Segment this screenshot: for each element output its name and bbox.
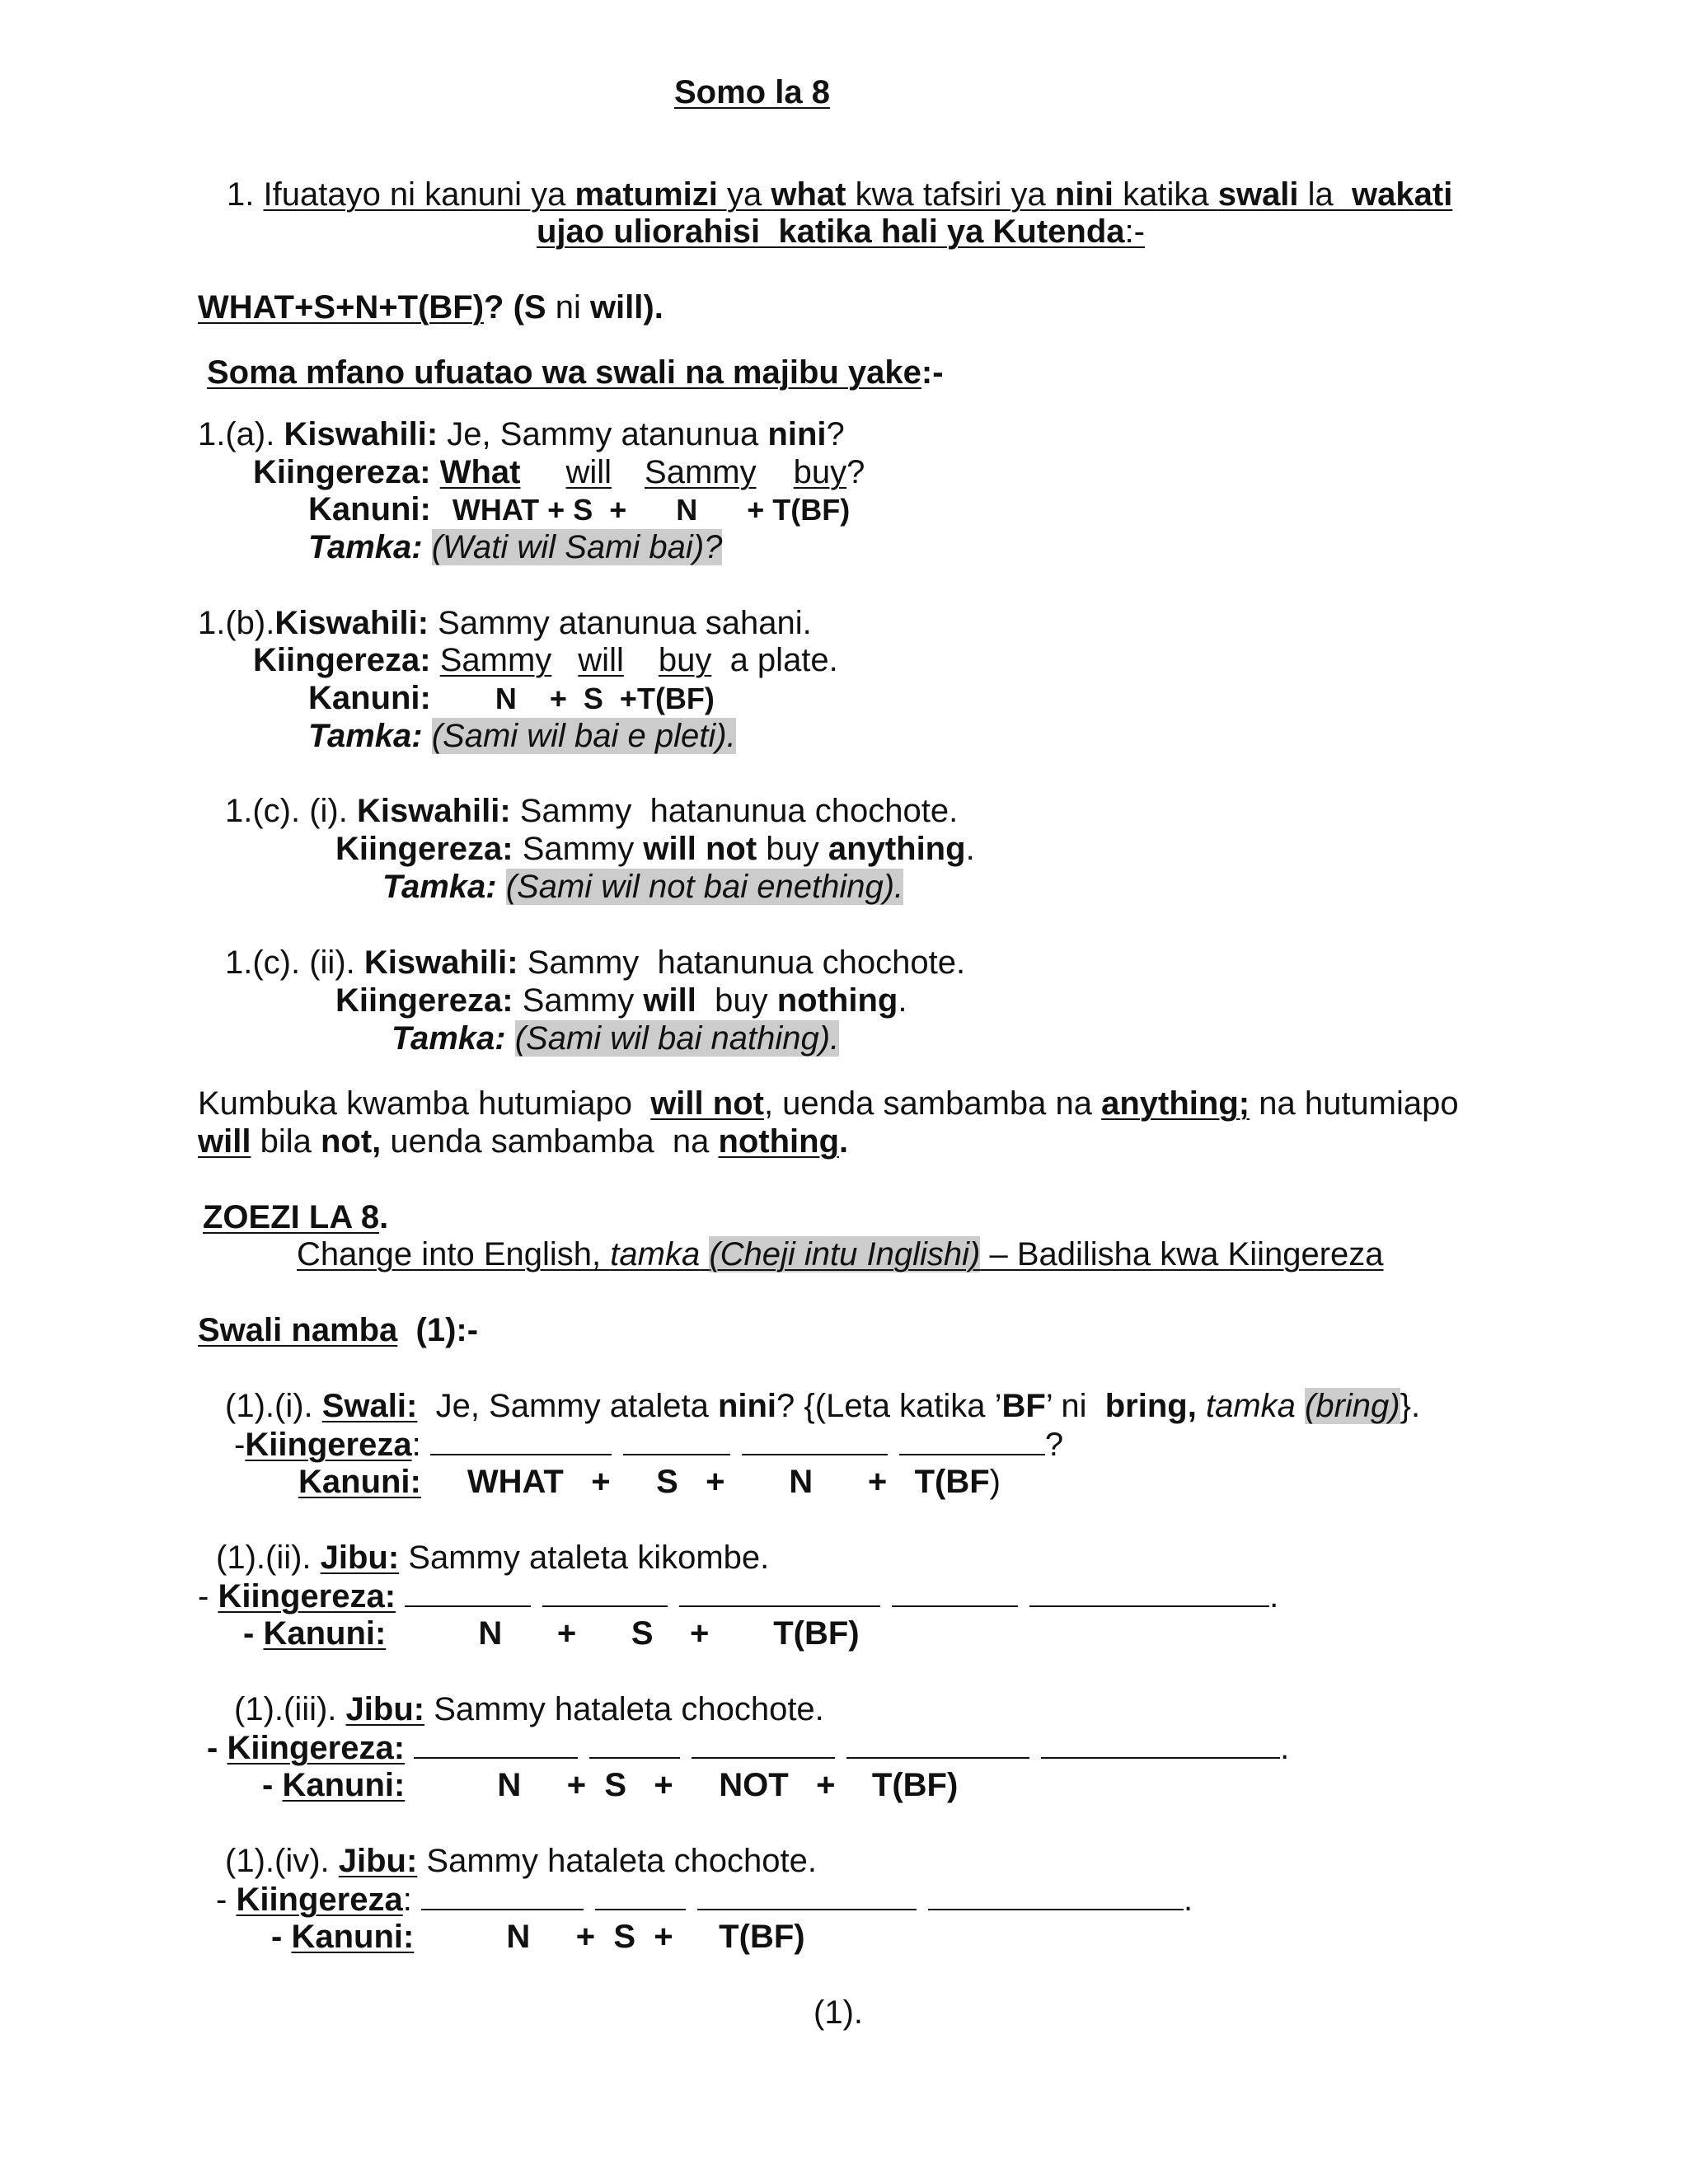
example-b-tamka: Tamka: (Sami wil bai e pleti).	[308, 718, 736, 754]
answer-blank[interactable]	[899, 1424, 1045, 1455]
zoezi-instruction: Change into English, tamka (Cheji intu Inglishi) – Badilisha kwa Kiingereza	[297, 1236, 1384, 1272]
example-c2-tamka: Tamka: (Sami wil bai nathing).	[392, 1020, 840, 1057]
example-c1-tamka: Tamka: (Sami wil not bai enething).	[382, 869, 904, 905]
answer-blank[interactable]	[542, 1576, 668, 1607]
answer-blank[interactable]	[892, 1576, 1018, 1607]
answer-blank[interactable]	[692, 1727, 835, 1759]
example-a-kanuni: Kanuni: WHAT + S + N + T(BF)	[308, 491, 851, 527]
rule-intro-line-1	[227, 175, 1452, 214]
question-1-iii: (1).(iii). Jibu: Sammy hataleta chochote.	[234, 1691, 824, 1727]
answer-blank[interactable]	[846, 1727, 1029, 1759]
question-1-ii-kanuni: - Kanuni: N + S + T(BF)	[243, 1615, 860, 1652]
answer-blank[interactable]	[1029, 1576, 1269, 1607]
answer-blank[interactable]	[430, 1424, 612, 1455]
example-a-kiswahili: 1.(a). Kiswahili: Je, Sammy atanunua nini?	[198, 416, 845, 452]
question-1-i: (1).(i). Swali: Je, Sammy ataleta nini? {(Leta katika ’BF’ ni bring, tamka (bring)}.	[225, 1388, 1421, 1424]
question-1-ii: (1).(ii). Jibu: Sammy ataleta kikombe.	[216, 1540, 770, 1576]
formula-line: WHAT+S+N+T(BF)? (S ni will).	[198, 289, 663, 326]
page-title: Somo la 8	[674, 74, 830, 110]
question-1-iv-kanuni: - Kanuni: N + S + T(BF)	[271, 1919, 805, 1955]
note-line-1: Kumbuka kwamba hutumiapo will not, uenda sambamba na anything; na hutumiapo	[198, 1085, 1459, 1122]
answer-blank[interactable]	[742, 1424, 888, 1455]
answer-blank[interactable]	[697, 1879, 917, 1910]
example-b-kiswahili: 1.(b).Kiswahili: Sammy atanunua sahani.	[198, 605, 812, 641]
question-1-i-kanuni: Kanuni: WHAT + S + N + T(BF)	[298, 1464, 1001, 1500]
page-number: (1).	[814, 1994, 863, 2031]
note-line-2: will bila not, uenda sambamba na nothing.	[198, 1123, 849, 1160]
example-a-tamka: Tamka: (Wati wil Sami bai)?	[308, 529, 723, 565]
list-number: 1.	[227, 176, 264, 213]
question-1-iii-kiingereza: - Kiingereza: .	[207, 1727, 1289, 1768]
example-c2-kiingereza: Kiingereza: Sammy will buy nothing.	[335, 982, 907, 1019]
question-1-iii-kanuni: - Kanuni: N + S + NOT + T(BF)	[262, 1767, 959, 1803]
example-c1-kiswahili: 1.(c). (i). Kiswahili: Sammy hatanunua chochote.	[225, 793, 959, 829]
soma-heading: Soma mfano ufuatao wa swali na majibu yake:-	[207, 354, 944, 391]
rule-intro-line-2: ujao uliorahisi katika hali ya Kutenda:-	[537, 213, 1145, 250]
answer-blank[interactable]	[589, 1727, 680, 1759]
answer-blank[interactable]	[928, 1879, 1184, 1910]
answer-blank[interactable]	[623, 1424, 730, 1455]
rule-intro-text: Ifuatayo ni kanuni ya matumizi ya what kwa tafsiri ya nini katika swali la wakati	[263, 176, 1453, 213]
question-1-i-kiingereza: -Kiingereza: ?	[234, 1424, 1063, 1465]
question-1-iv: (1).(iv). Jibu: Sammy hataleta chochote.	[225, 1843, 818, 1879]
example-c1-kiingereza: Kiingereza: Sammy will not buy anything.	[335, 831, 975, 867]
answer-blank[interactable]	[421, 1879, 584, 1910]
answer-blank[interactable]	[679, 1576, 880, 1607]
answer-blank[interactable]	[595, 1879, 686, 1910]
zoezi-heading: ZOEZI LA 8.	[203, 1199, 389, 1235]
answer-blank[interactable]	[414, 1727, 578, 1759]
question-1-iv-kiingereza: - Kiingereza: .	[216, 1879, 1193, 1919]
answer-blank[interactable]	[405, 1576, 531, 1607]
answer-blank[interactable]	[1041, 1727, 1280, 1759]
swali-namba-heading: Swali namba (1):-	[198, 1312, 479, 1348]
question-1-ii-kiingereza: - Kiingereza: .	[198, 1576, 1278, 1616]
example-c2-kiswahili: 1.(c). (ii). Kiswahili: Sammy hatanunua chochote.	[225, 944, 966, 981]
example-b-kanuni: Kanuni: N + S +T(BF)	[308, 680, 715, 716]
example-a-kiingereza: Kiingereza: What will Sammy buy?	[253, 454, 865, 490]
example-b-kiingereza: Kiingereza: Sammy will buy a plate.	[253, 642, 838, 678]
